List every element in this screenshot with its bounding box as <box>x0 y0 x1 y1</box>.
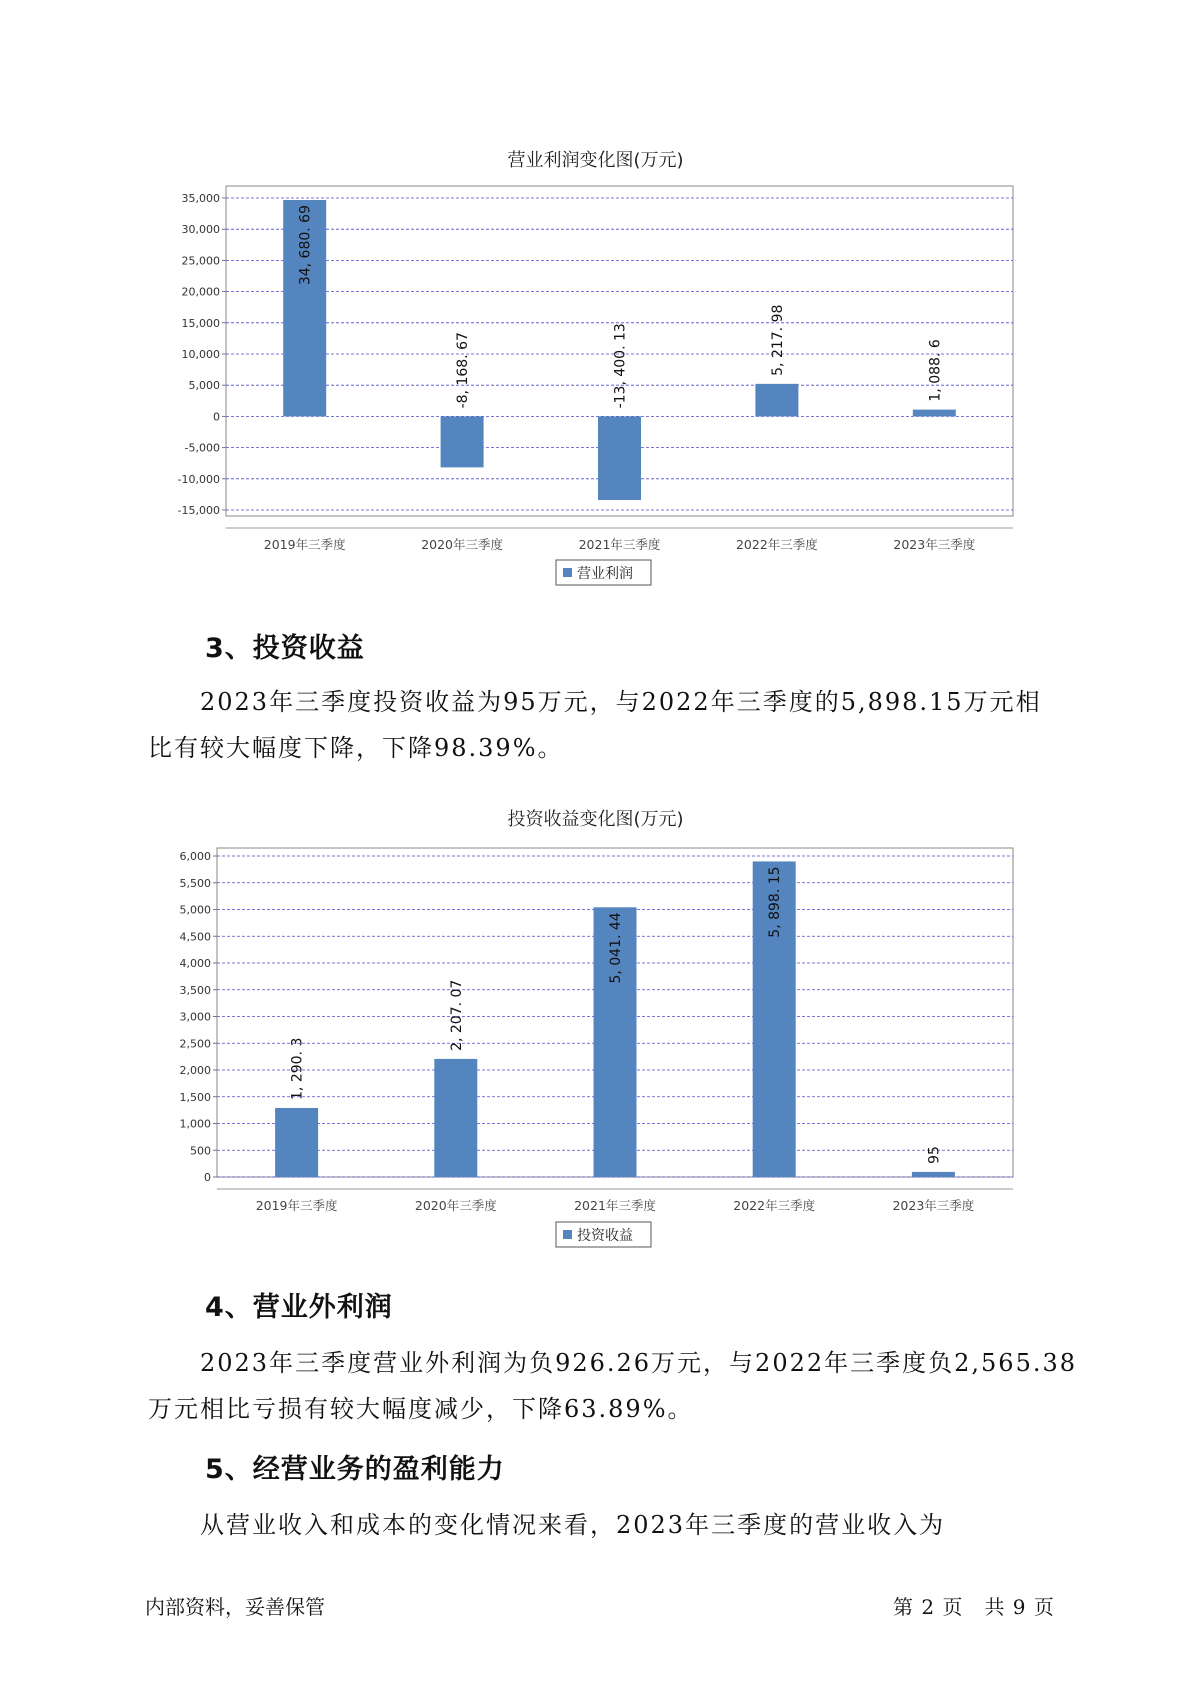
y-tick-label: 10,000 <box>181 348 220 361</box>
bar <box>912 1172 955 1177</box>
x-tick-label: 2020年三季度 <box>421 537 504 552</box>
legend-label: 投资收益 <box>577 1228 633 1244</box>
section4-paragraph <box>148 1340 1088 1432</box>
y-tick-label: 3,000 <box>179 1010 211 1024</box>
section4-heading: 4、营业外利润 <box>205 1292 393 1323</box>
section5-heading: 5、经营业务的盈利能力 <box>205 1454 505 1485</box>
bar-value-label: 34, 680. 69 <box>297 204 314 286</box>
bar-value-label: 2, 207. 07 <box>448 979 465 1051</box>
x-tick-label: 2020年三季度 <box>414 1198 497 1213</box>
x-tick-label: 2021年三季度 <box>574 1198 656 1213</box>
x-tick-label: 2019年三季度 <box>255 1198 338 1213</box>
x-tick-label: 2022年三季度 <box>735 537 818 552</box>
bar <box>434 1059 477 1177</box>
section4-line2: 万元相比亏损有较大幅度减少，下降63.89%。 <box>148 1395 694 1423</box>
y-tick-label: 2,000 <box>179 1064 211 1077</box>
y-tick-label: 30,000 <box>181 223 220 237</box>
y-tick-label: 35,000 <box>181 192 220 205</box>
y-tick-label: -10,000 <box>177 472 220 486</box>
bar-value-label: 1, 290. 3 <box>289 1037 306 1100</box>
y-tick-label: 15,000 <box>181 316 220 330</box>
y-tick-label: 5,000 <box>188 379 220 393</box>
bar-value-label: -13, 400. 13 <box>612 323 629 409</box>
bar-value-label: 5, 898. 15 <box>767 866 784 938</box>
x-tick-label: 2022年三季度 <box>733 1198 816 1213</box>
y-tick-label: -5,000 <box>184 441 220 455</box>
y-tick-label: 4,000 <box>179 957 211 970</box>
bar-value-label: 95 <box>926 1146 943 1164</box>
y-tick-label: 5,500 <box>179 876 211 890</box>
legend-swatch <box>563 1230 572 1239</box>
y-tick-label: 5,000 <box>179 903 211 917</box>
section3-line2: 比有较大幅度下降，下降98.39%。 <box>148 734 564 762</box>
section5-paragraph <box>148 1502 1088 1548</box>
y-tick-label: 1,500 <box>179 1090 211 1104</box>
section5-line1: 从营业收入和成本的变化情况来看，2023年三季度的营业收入为 <box>200 1511 946 1539</box>
y-tick-label: 25,000 <box>181 254 220 268</box>
chart2-title: 投资收益变化图(万元) <box>507 809 684 830</box>
footer-page-number: 第 2 页 共 9 页 <box>893 1595 1055 1619</box>
y-tick-label: -15,000 <box>177 504 220 517</box>
x-tick-label: 2021年三季度 <box>578 537 661 552</box>
x-tick-label: 2019年三季度 <box>263 537 346 552</box>
y-tick-label: 6,000 <box>179 850 211 863</box>
footer-confidential-note: 内部资料，妥善保管 <box>145 1595 325 1619</box>
y-tick-label: 1,000 <box>179 1117 211 1131</box>
x-tick-label: 2023年三季度 <box>893 537 976 552</box>
bar-value-label: 1, 088. 6 <box>927 339 944 402</box>
legend-label: 营业利润 <box>577 566 633 582</box>
section4-line1: 2023年三季度营业外利润为负926.26万元，与2022年三季度负2,565.38 <box>200 1349 1078 1377</box>
y-tick-label: 4,500 <box>179 930 211 944</box>
y-tick-label: 500 <box>190 1144 211 1158</box>
y-tick-label: 20,000 <box>181 285 220 299</box>
section3-line1: 2023年三季度投资收益为95万元，与2022年三季度的5,898.15万元相 <box>200 688 1042 716</box>
y-tick-label: 3,500 <box>179 983 211 997</box>
y-tick-label: 0 <box>213 410 220 424</box>
bar <box>275 1108 318 1177</box>
bar-value-label: 5, 217. 98 <box>769 304 786 376</box>
bar-value-label: -8, 168. 67 <box>455 332 472 409</box>
bar-value-label: 5, 041. 44 <box>608 912 624 984</box>
y-tick-label: 2,500 <box>179 1037 211 1051</box>
y-tick-label: 0 <box>204 1171 211 1184</box>
section3-heading: 3、投资收益 <box>205 633 365 664</box>
chart1-title: 营业利润变化图(万元) <box>507 150 684 171</box>
x-tick-label: 2023年三季度 <box>892 1198 975 1213</box>
